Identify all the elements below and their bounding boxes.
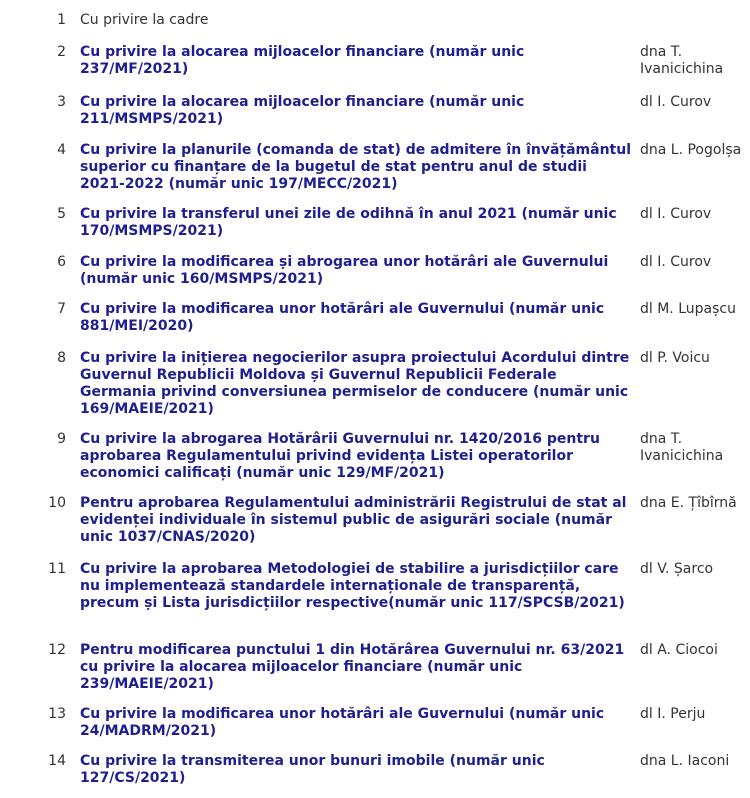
item-presenter: dl I. Perju <box>640 706 706 722</box>
item-number: 4 <box>57 142 66 158</box>
item-number: 5 <box>57 206 66 222</box>
item-title: Cu privire la alocarea mijloacelor financiare (număr unic 237/MF/2021) <box>80 44 525 77</box>
item-title: Cu privire la alocarea mijloacelor financiare (număr unic 211/MSMPS/2021) <box>80 94 525 127</box>
item-number: 8 <box>57 350 66 366</box>
item-title: Cu privire la modificarea unor hotărâri ale Guvernului (număr unic 24/MADRM/2021) <box>80 706 605 739</box>
item-title: Cu privire la planurile (comanda de stat) de admitere în învățământul superior cu finanțare de la bugetul de stat pentru anul de studii 2021-2022 (număr unic 197/MECC/2021) <box>80 142 632 192</box>
item-presenter: dl I. Curov <box>640 206 712 222</box>
item-presenter: dl V. Șarco <box>640 561 714 577</box>
item-presenter: dl M. Lupașcu <box>640 301 736 317</box>
item-presenter: dl I. Curov <box>640 94 712 110</box>
item-presenter: dna L. Iaconi <box>640 753 730 769</box>
item-presenter: dl A. Ciocoi <box>640 642 718 658</box>
item-presenter: dna T. Ivanicichina <box>640 44 724 77</box>
item-title: Cu privire la transferul unei zile de odihnă în anul 2021 (număr unic 170/MSMPS/2021) <box>80 206 617 239</box>
item-title: Cu privire la cadre <box>80 12 209 28</box>
item-number: 6 <box>57 254 66 270</box>
item-title: Cu privire la modificarea unor hotărâri ale Guvernului (număr unic 881/MEI/2020) <box>80 301 605 334</box>
item-presenter: dna T. Ivanicichina <box>640 431 724 464</box>
item-number: 7 <box>57 301 66 317</box>
item-number: 2 <box>57 44 66 60</box>
item-number: 10 <box>48 495 66 511</box>
item-number: 3 <box>57 94 66 110</box>
item-title: Pentru aprobarea Regulamentului administrării Registrului de stat al evidenței individuale în sistemul public de asigurări sociale (număr unic 1037/CNAS/2020) <box>80 495 627 545</box>
item-title: Cu privire la inițierea negocierilor asupra proiectului Acordului dintre Guvernul Republicii Moldova și Guvernul Republicii Federale Germania privind conversiunea permiselor de conducere (număr unic 169/MAEIE/2021) <box>80 350 630 417</box>
item-number: 9 <box>57 431 66 447</box>
item-number: 1 <box>57 12 66 28</box>
item-number: 13 <box>48 706 66 722</box>
item-title: Cu privire la abrogarea Hotărârii Guvernului nr. 1420/2016 pentru aprobarea Regulamentului privind evidența Listei operatorilor economici calificați (număr unic 129/MF/2021) <box>80 431 600 481</box>
item-title: Cu privire la transmiterea unor bunuri imobile (număr unic 127/CS/2021) <box>80 753 545 786</box>
item-number: 11 <box>48 561 66 577</box>
item-presenter: dna L. Pogolșa <box>640 142 742 158</box>
item-presenter: dna E. Țîbîrnă <box>640 495 737 511</box>
item-title: Cu privire la modificarea și abrogarea unor hotărâri ale Guvernului (număr unic 160/MSMPS/2021) <box>80 254 609 287</box>
item-number: 12 <box>48 642 66 658</box>
item-presenter: dl P. Voicu <box>640 350 710 366</box>
item-presenter: dl I. Curov <box>640 254 712 270</box>
item-number: 14 <box>48 753 66 769</box>
item-title: Cu privire la aprobarea Metodologiei de stabilire a jurisdicțiilor care nu implementează standardele internaționale de transparență, precum și Lista jurisdicțiilor respective(număr unic 117/SPCSB/2021) <box>80 561 625 611</box>
item-title: Pentru modificarea punctului 1 din Hotărârea Guvernului nr. 63/2021 cu privire la alocarea mijloacelor financiare (număr unic 239/MAEIE/2021) <box>80 642 625 692</box>
